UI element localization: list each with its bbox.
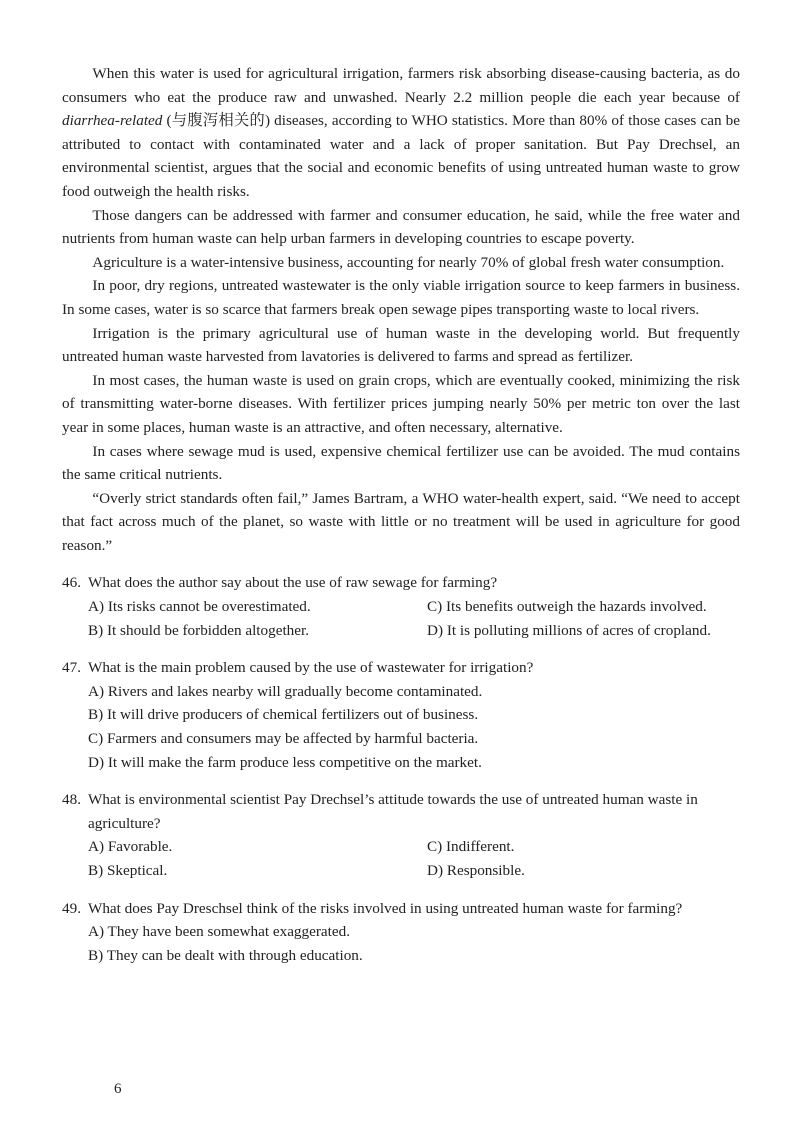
option-a: A) They have been somewhat exaggerated. — [88, 923, 351, 941]
answer-options — [62, 595, 740, 642]
paragraph-4: In poor, dry regions, untreated wastewater is the only viable irrigation source to keep farmers in business. In some cases, water is so scarce that farmers break open sewage pipes transporting waste to local rivers. — [62, 277, 740, 318]
paragraph-5: Irrigation is the primary agricultural use of human waste in the developing world. But frequently untreated human waste harvested from lavatories is delivered to farms and spread as fertilizer. — [62, 324, 740, 366]
page-number: 6 — [114, 1081, 122, 1097]
question-stem: What does the author say about the use of raw sewage for farming? — [88, 574, 498, 592]
question-46 — [62, 571, 740, 642]
term-diarrhea-related: diarrhea-related — [62, 112, 163, 130]
paragraph-8: “Overly strict standards often fail,” James Bartram, a WHO water-health expert, said. “We need to accept that fact across much of the planet, so waste with little or no treatment will be used in agriculture for good reason.” — [62, 489, 740, 554]
answer-options — [62, 920, 740, 967]
option-d: D) Responsible. — [427, 862, 525, 879]
option-b: B) Skeptical. — [88, 862, 168, 879]
question-stem: What does Pay Dreschsel think of the risks involved in using untreated human waste for farming? — [88, 899, 683, 917]
answer-options — [62, 835, 740, 882]
option-b: B) They can be dealt with through education. — [88, 946, 363, 964]
paragraph-3: Agriculture is a water-intensive business, accounting for nearly 70% of global fresh water consumption. — [92, 253, 725, 271]
page-content — [62, 62, 740, 981]
option-d: D) It will make the farm produce less competitive on the market. — [88, 753, 482, 771]
paragraph-1: When this water is used for agricultural irrigation, farmers risk absorbing disease-causing bacteria, as do consumers who eat the produce raw and unwashed. Nearly 2.2 million people die each year because of diarrhea-related (与腹泻相关的) diseases, according to WHO statistics. More than 80% of those cases can be attributed to contact with contaminated water and a lack of proper sanitation. But Pay Drechsel, an environmental scientist, argues that the social and economic benefits of using untreated human waste to grow food outweigh the health risks. — [62, 65, 740, 200]
option-b: B) It should be forbidden altogether. — [88, 621, 310, 639]
reading-passage — [62, 62, 740, 557]
option-a: A) Favorable. — [88, 838, 173, 856]
paragraph-7: In cases where sewage mud is used, expensive chemical fertilizer use can be avoided. The mud contains the same critical nutrients. — [62, 442, 740, 484]
question-stem: What is the main problem caused by the use of wastewater for irrigation? — [88, 659, 534, 677]
option-c: C) Indifferent. — [427, 838, 515, 856]
option-a: A) Rivers and lakes nearby will gradually become contaminated. — [88, 682, 483, 700]
question-48 — [62, 788, 740, 882]
question-number: 46. — [62, 574, 81, 592]
option-c: C) Farmers and consumers may be affected by harmful bacteria. — [88, 730, 479, 748]
question-number: 49. — [62, 899, 81, 917]
option-a: A) Its risks cannot be overestimated. — [88, 598, 311, 616]
question-49 — [62, 897, 740, 968]
option-b: B) It will drive producers of chemical fertilizers out of business. — [88, 706, 479, 724]
paragraph-2: Those dangers can be addressed with farmer and consumer education, he said, while the free water and nutrients from human waste can help urban farmers in developing countries to escape poverty. — [62, 206, 740, 248]
paragraph-6: In most cases, the human waste is used on grain crops, which are eventually cooked, minimizing the risk of transmitting water-borne diseases. With fertilizer prices jumping nearly 50% per metric ton over the last year in some places, human waste is an attractive, and often necessary, alternative. — [62, 371, 740, 436]
question-number: 47. — [62, 659, 81, 677]
option-c: C) Its benefits outweigh the hazards involved. — [427, 598, 707, 616]
question-stem: What is environmental scientist Pay Drechsel’s attitude towards the use of untreated human waste in agriculture? — [88, 791, 698, 832]
option-d: D) It is polluting millions of acres of cropland. — [427, 621, 711, 639]
question-47 — [62, 656, 740, 774]
answer-options — [62, 680, 740, 774]
questions-section — [62, 571, 740, 967]
question-number: 48. — [62, 791, 81, 809]
